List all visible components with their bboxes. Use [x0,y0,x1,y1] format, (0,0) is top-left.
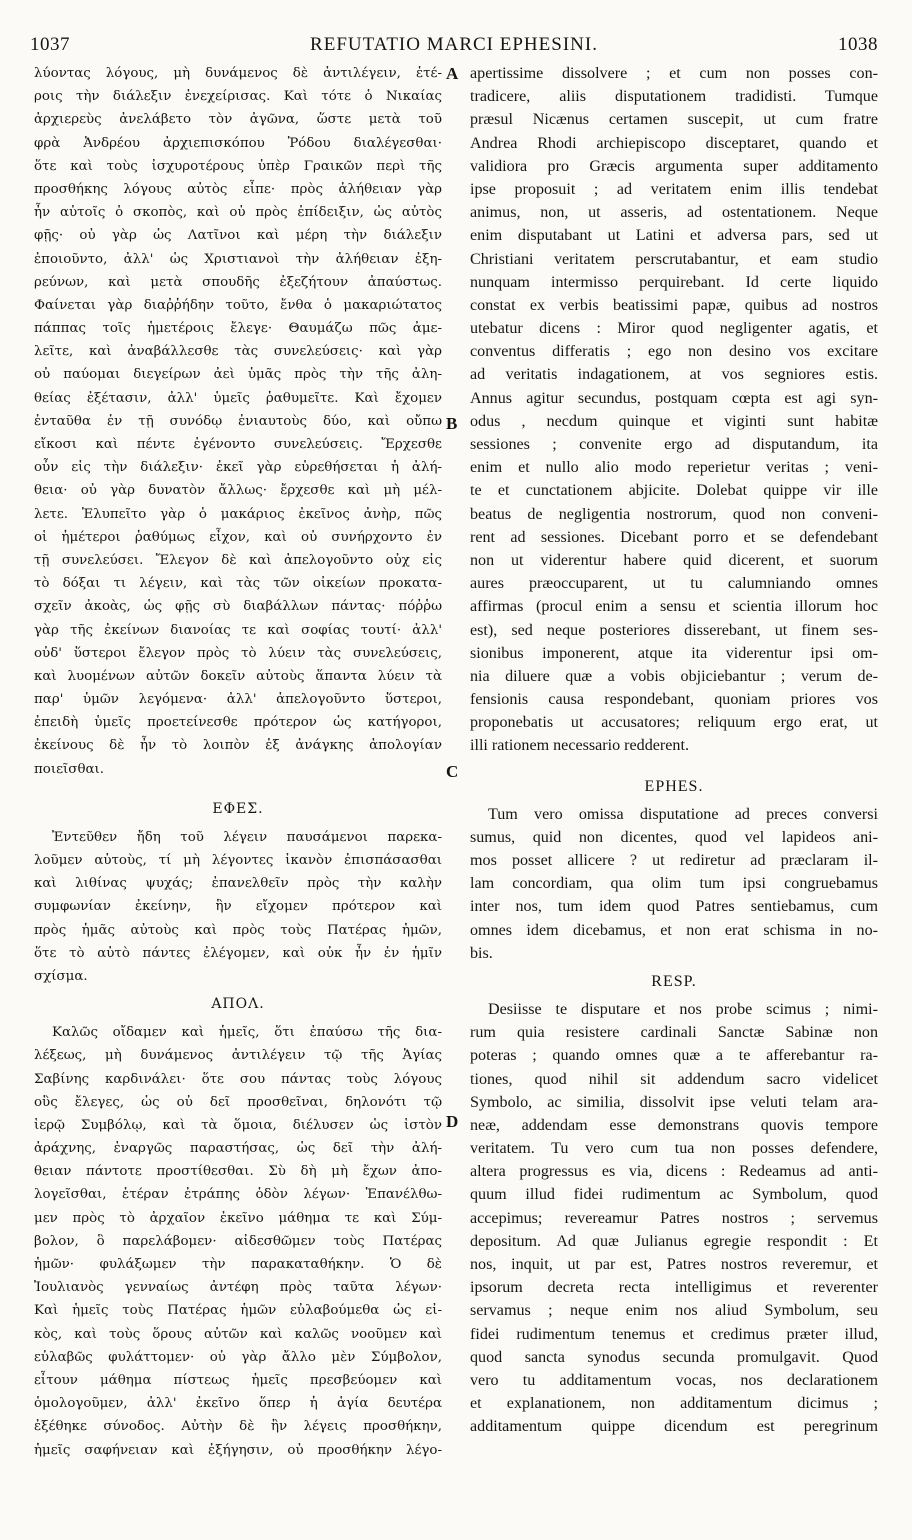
text-line: σχεῖν ἀκοὰς, ὡς φῇς σὺ διαβάλλων πάντας· πόῤῥω [34,599,442,615]
text-line: affirmas (procul enim a sensu et scientia illorum hoc [470,598,878,616]
text-line: inter nos, tum idem quod Patres sentiebamus, cum [470,898,878,916]
text-line: ρεύνων, καὶ μετὰ σπουδῆς ἐξεζήτουν ἀπαύστως. [34,274,442,290]
text-line: εἴκοσι καὶ πέντε ἐγένοντο συνελεύσεις. Ἔρχεσθε [34,437,442,452]
text-line: neæ, addendam esse demonstrans quovis tempore [470,1116,878,1134]
text-line: λεῖτε, καὶ ἀναβάλλεσθε τὰς συνελεύσεις· καὶ γὰρ [34,344,442,360]
text-line: ἐπειδὴ ὑμεῖς προετείνεσθε πρότερον ὡς κατήγοροι, [34,715,442,731]
text-line: quod sancta synodus secunda promulgavit. Quod [470,1348,878,1366]
text-line: Andrea Rhodi archiepiscopo disceptaret, quando et [470,134,878,152]
text-line: τὸ δόξαι τι λέγειν, καὶ τὰς τῶν οἰκείων προκατα- [34,576,442,592]
text-line: est), sed neque posteriores disserebant, ut finem ses- [470,621,878,639]
text-line: additamentum quippe dicendum est peregrinum [470,1418,878,1436]
text-line: Καλῶς οἴδαμεν καὶ ἡμεῖς, ὅτι ἐπαύσω τῆς δια- [52,1025,442,1041]
margin-marker-c: C [446,762,459,781]
text-line: γὰρ τῆς ἐκείνων διανοίας τε καὶ σοφίας τουτί· ἀλλ' [34,622,442,638]
text-line: ἱερῷ Συμβόλῳ, καὶ τὰ ὅμοια, διέλυσεν ὡς ἱστὸν [34,1117,442,1133]
text-line: ἐξέθηκε σύνοδος. Αὐτὴν δὲ ἣν λέγεις προσθήκην, [34,1419,442,1435]
text-line: depositum. Ad quæ Julianus egregie respondit : Et [470,1232,878,1250]
latin-paragraph-1 [470,62,878,758]
text-line: ipse proposuit ; ad veritatem enim illis tendebat [470,180,878,198]
greek-heading-ephes: ΕΦΕΣ. [212,800,264,817]
text-line: Desiisse te disputare et nos probe scimus ; nimi- [488,1000,878,1018]
text-line: nunquam intermisso perquirebant. Id certe liquido [470,273,878,291]
text-line: ὅτε καὶ τοὺς ἰσχυροτέρους ὑπὲρ Γραικῶν περὶ τῆς [34,158,442,174]
greek-paragraph-3 [34,1021,442,1462]
text-line: illi rationem necessario redderent. [470,737,689,755]
greek-paragraph-2 [34,826,442,988]
text-line: quum illud fidei rudimentum ac Symbolum, quod [470,1186,878,1204]
text-line: Tum vero omissa disputatione ad preces conversi [488,805,878,823]
text-line: sumus, quid non dicentes, quod vel lapideos ani- [470,828,878,846]
text-line: altera progressus es via, dicens : Redeamus ad anti- [470,1163,878,1181]
text-line: validiora pro Græcis argumenta super additamento [470,157,878,175]
text-line: rent ad sessiones. Dicebant porro et se defendebant [470,528,878,546]
text-line: te et cunctationem abjicite. Dolebat quippe vir ille [470,482,878,500]
text-line: constat ex verbis beatissimi papæ, quibus ad nostros [470,296,878,314]
latin-paragraph-3 [470,998,878,1439]
text-line: Christiani veritatem perscrutabantur, et eam studio [470,250,878,268]
greek-column [34,62,442,1462]
text-line: ἡμῶν· φυλάξωμεν τὴν παρακαταθήκην. Ὁ δὲ [34,1257,442,1272]
text-line: σχίσμα. [34,968,88,984]
text-line: ipsorum decreta recta intelligimus et reverenter [470,1279,878,1297]
text-line: Annus agitur secundus, postquam cœpta est agi syn- [470,389,878,407]
text-line: enim et nullo alio modo reperietur veritas ; veni- [470,459,878,477]
text-line: non ut viderentur habere quid dicerent, et suorum [470,551,878,569]
text-line: utebatur dicens : Miror quod negligenter agatis, et [470,320,878,338]
text-line: τῇ συνελεύσει. Ἔλεγον δὲ καὶ ἀπελογοῦντο οὐχ εἰς [34,552,442,568]
latin-heading-resp: RESP. [651,972,697,990]
text-line: θειαν πάντοτε προστίθεσθαι. Σὺ δὴ μὴ ἔχων ἀπο- [34,1164,442,1180]
text-line: ροις τὴν διάλεξιν ἐνεχείρισας. Καὶ τότε ὁ Νικαίας [34,89,442,105]
text-line: fensionis causa respondebant, quoniam priores vos [470,691,878,709]
latin-paragraph-2 [470,803,878,965]
margin-marker-b: B [446,414,458,433]
text-line: οὐ παύομαι διεγείρων ἀεὶ ὑμᾶς πρὸς τὴν τῆς ἀλη- [34,367,442,383]
text-line: πρὸς ἡμᾶς αὐτοὺς καὶ πρὸς τοὺς Πατέρας ἡμῶν, [34,922,442,938]
latin-column [470,62,878,1439]
text-line: vero tu additamentum vocas, nos declarationem [470,1371,878,1389]
text-line: sionibus imponerent, atque ita viderentur ipsi om- [470,644,878,662]
text-line: fidei rudimentum tenemus et credimus præter illud, [470,1325,878,1343]
text-line: ἀρχιερεὺς ἀνελάβετο τὸν ἀγῶνα, ὥστε μετὰ τοῦ [34,112,442,128]
text-line: ποιεῖσθαι. [34,761,105,777]
text-line: apertissime dissolvere ; et cum non posses con- [470,65,878,82]
text-line: veritatem. Tu vero cum tua non posses defendere, [470,1140,878,1158]
text-line: aures præoccuparent, ut tu calumniando omnes [470,575,878,593]
text-line: συμφωνίαν ἐκείνην, ἣν εἴχομεν πρότερον καὶ [34,899,442,915]
page-header [30,34,878,60]
page-number-right: 1038 [838,34,878,55]
text-line: πάππας τοῖς ἡμετέροις ἔλεγε· Θαυμάζω πῶς ἀμε- [34,321,442,337]
text-line: λοῦμεν αὐτοὺς, τί μὴ λέγοντες ἱκανὸν ἐπισπάσασθαι [34,853,442,868]
page-number-left: 1037 [30,34,70,55]
text-line: servamus ; neque enim nos aliud Symbolum, seu [470,1302,878,1320]
text-line: ἀράχνης, ἐναργῶς παραστήσας, ὡς δεῖ τὴν ἀλή- [34,1141,442,1157]
text-line: ἡμεῖς σαφήνειαν καὶ ἐξήγησιν, οὐ προσθήκην λέγο- [34,1442,442,1458]
text-line: animus, non, ut asseris, ad ostentationem. Neque [470,204,878,222]
text-line: conventus differatis ; ego non desino vos excitare [470,343,878,361]
text-line: ἦν αὐτοῖς ὁ σκοπὸς, καὶ οὐ πρὸς ἐπίδειξιν, ὡς αὐτὸς [34,205,442,221]
text-line: ὁμολογοῦμεν, ἀλλ' ἐκεῖνο ὅπερ ἡ ἁγία δευτέρα [34,1396,442,1412]
text-line: lam concordiam, qua olim tum ipsi congruebamus [470,875,878,893]
text-line: οὐδ' ὕστεροι ἔλεγον πρὸς τὸ λύειν τὰς συνελεύσεις, [34,645,442,661]
text-line: εὐλαβῶς φυλάττομεν· οὐ γὰρ ἄλλο μὲν Σύμβολον, [34,1349,442,1365]
text-line: beatus de negligentia nostrorum, quod non conveni- [470,505,878,523]
text-line: ἐκείνους δὲ ἦν τὸ λοιπὸν ἐξ ἀνάγκης ἀπολογίαν [34,738,442,754]
text-line: φῇς· οὐ γὰρ ὡς Λατῖνοι καὶ μέρη τὴν διάλεξιν [34,228,442,244]
text-line: οὖν εἰς τὴν διάλεξιν· ἐκεῖ γὰρ εὑρεθήσεται ἡ ἀλή- [34,460,442,476]
text-line: rum quia resistere cardinali Sanctæ Sabinæ non [470,1024,878,1042]
text-line: odus , necdum quinque et viginti sunt habitæ [470,412,878,430]
text-line: λέξεως, μὴ δυνάμενος ἀντιλέγειν τῷ τῆς Ἁγίας [34,1048,442,1064]
text-line: sessiones ; convenite ergo ad disputandum, ita [470,436,878,453]
text-line: præsul Nicænus certamen suscepit, ut cum fratre [470,111,878,129]
text-line: φρὰ Ἀνδρέου ἀρχιεπισκόπου Ῥόδου διαλέγεσθαι· [34,135,442,151]
text-line: κὸς, καὶ τοὺς ὅρους αὐτῶν καὶ καλῶς νοοῦμεν καὶ [34,1326,442,1342]
text-line: προσθήκης λόγους αὐτὸς εἶπε· πρὸς ἀλήθειαν γὰρ [34,181,442,197]
text-line: proponebatis ut accusatores; reliquum ergo erat, ut [470,714,878,732]
text-line: οὓς ἔλεγες, ὡς οὐ δεῖ προσθεῖναι, δηλονότι τῷ [34,1094,442,1110]
text-line: ὅτε τὸ αὐτὸ πάντες ἐλέγομεν, καὶ οὐκ ἦν ἐν ἡμῖν [34,945,442,961]
margin-marker-d: D [446,1112,459,1131]
text-line: mos posset allicere ? ut rediretur ad præclaram il- [470,852,878,869]
text-line: Φαίνεται γὰρ διαῤῥήδην τοῦτο, ἔνθα ὁ μακαριώτατος [34,297,442,313]
text-line: bis. [470,944,493,962]
text-line: λογεῖσθαι, ἑτέραν ἐτράπης ὁδὸν λέγων· Ἐπανέλθω- [34,1187,442,1203]
text-line: tiones, quod nihil sit addendum sacro videlicet [470,1070,878,1088]
running-title: REFUTATIO MARCI EPHESINI. [310,34,598,55]
text-line: Σαβίνης καρδινάλει· ὅτε σου πάντας τοὺς λόγους [34,1071,442,1087]
text-line: Ἐντεῦθεν ἤδη τοῦ λέγειν παυσάμενοι παρεκα- [52,829,442,845]
text-line: Ἰουλιανὸς γενναίως ἀντέφη πρὸς ταῦτα λέγων· [34,1280,442,1296]
text-line: λύοντας λόγους, μὴ δυνάμενος δὲ ἀντιλέγειν, ἑτέ- [34,66,442,81]
greek-paragraph-1 [34,62,442,781]
text-line: μεν πρὸς τὸ ἀρχαῖον ἐκεῖνο μάθημα τε καὶ Σύμ- [34,1210,442,1226]
text-line: omnes idem dicebamus, et non erat schisma in no- [470,921,878,939]
text-line: enim disputabant ut Latini et adversa pars, sed ut [470,227,878,245]
text-line: poteras ; quando omnes quæ a te afferebantur ra- [470,1047,878,1065]
text-line: ad veritatis indagationem, at vos segniores estis. [470,366,878,384]
text-line: λετε. Ἐλυπεῖτο γὰρ ὁ μακάριος ἐκεῖνος ἀνὴρ, πῶς [34,506,442,522]
text-line: βολον, ὃ παρελάβομεν· αἰδεσθῶμεν τοὺς Πατέρας [34,1233,442,1249]
text-line: et explanationem, non additamentum dicimus ; [470,1395,878,1413]
greek-heading-apol: ΑΠΟΛ. [211,996,265,1013]
text-line: tradicere, aliis disputationem tradidisti. Tumque [470,88,878,106]
text-line: καὶ λιθίνας ψυχάς; ἐπανελθεῖν πρὸς τὴν καλὴν [34,876,442,892]
latin-heading-ephes: EPHES. [644,777,704,795]
text-line: οἱ ἡμέτεροι ῥαθύμως εἶχον, καὶ οὐ συνήρχοντο ἐν [34,529,442,545]
text-line: εἶτουν μάθημα πίστεως ἡμεῖς πρεσβεύομεν καὶ [34,1372,442,1388]
text-line: ἐποιοῦντο, ἀλλ' ὡς Χριστιανοὶ τὴν ἀλήθειαν ἐξη- [34,251,442,267]
text-line: accepimus; revereamur Patres nostros ; servemus [470,1209,878,1227]
text-line: nia diluere quæ a vobis objiciebantur ; verum de- [470,667,878,685]
margin-marker-a: A [446,64,459,83]
text-line: nos, inquit, ut par est, Patres nostros reveremur, et [470,1256,878,1273]
text-line: θείας ἐξέτασιν, ἀλλ' ὑμεῖς ῥαθυμεῖτε. Καὶ ἔχομεν [34,390,442,406]
text-line: Καὶ ἡμεῖς τοὺς Πατέρας ἡμῶν εὐλαβούμεθα ὡς εἰ- [34,1303,442,1319]
text-line: θεια· οὐ γὰρ δυνατὸν ἄλλως· ἔρχεσθε καὶ μὴ μέλ- [34,483,442,499]
text-line: παρ' ὑμῶν λεγόμενα· ἀλλ' ἀπελογοῦντο ὕστεροι, [34,692,442,708]
text-line: Symbolo, ac similia, dissolvit ipse veluti telam ara- [470,1093,878,1111]
text-line: ἐνταῦθα ἐν τῇ συνόδῳ ἐνιαυτοὺς δύο, καὶ οὔπω [34,413,442,429]
text-line: καὶ λυομένων αὐτῶν δοκεῖν αὐτοὺς ἅπαντα λύειν τὰ [34,668,442,684]
